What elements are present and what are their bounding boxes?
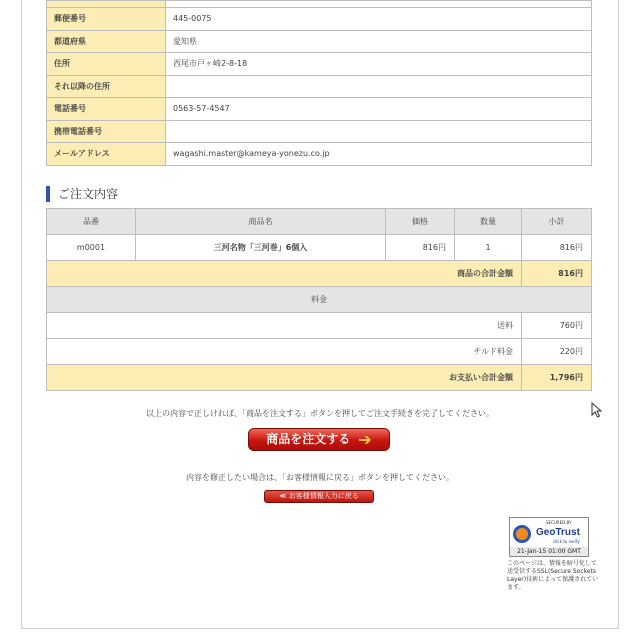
customer-info-table <box>46 0 592 166</box>
order-section-title: ご注文内容 <box>46 186 118 202</box>
product-total-row <box>47 261 592 287</box>
header-code: 品番 <box>47 209 136 235</box>
confirm-message: 以上の内容で正しければ、「商品を注文する」ボタンを押してご注文手続きを完了してください。 <box>146 409 494 418</box>
fees-header: 料金 <box>47 287 592 313</box>
edit-message: 内容を修正したい場合は、「お客様情報に戻る」ボタンを押してください。 <box>186 473 454 482</box>
grand-total-row <box>47 365 592 391</box>
info-label: 住所 <box>47 53 166 76</box>
header-price: 価格 <box>386 209 455 235</box>
grand-total-value: 1,796円 <box>522 365 592 391</box>
item-code: m0001 <box>47 235 136 261</box>
info-label: メールアドレス <box>47 143 166 166</box>
seal-date: 21-Jan-15 01:00 GMT <box>510 547 588 556</box>
info-value <box>166 120 592 143</box>
order-button-label: 商品を注文する <box>266 432 351 446</box>
arrow-right-icon: ➔ <box>358 429 372 449</box>
grand-total-label: お支払い合計金額 <box>47 365 522 391</box>
chilled-row <box>47 339 592 365</box>
item-qty: 1 <box>455 235 522 261</box>
seal-brand: GeoTrust <box>536 527 580 538</box>
info-row-mobile <box>47 120 592 143</box>
chilled-label: チルド料金 <box>47 339 522 365</box>
table-row <box>47 235 592 261</box>
ssl-note: このページは、情報を暗号化して送受信するSSL(Secure Sockets Layer)技術によって保護されています。 <box>507 560 599 591</box>
geotrust-seal[interactable] <box>509 517 589 557</box>
shipping-row <box>47 313 592 339</box>
info-value: 愛知県 <box>166 30 592 53</box>
shipping-label: 送料 <box>47 313 522 339</box>
chilled-value: 220円 <box>522 339 592 365</box>
geotrust-logo-icon <box>513 525 531 543</box>
product-total-value: 816円 <box>522 261 592 287</box>
back-to-customer-info-button[interactable]: ≪ お客様情報入力に戻る <box>264 490 374 503</box>
info-label: 郵便番号 <box>47 8 166 31</box>
info-label: 都道府県 <box>47 30 166 53</box>
info-row-phone <box>47 98 592 121</box>
header-subtotal: 小計 <box>522 209 592 235</box>
info-row-prefecture <box>47 30 592 53</box>
header-name: 商品名 <box>136 209 386 235</box>
info-value: 0563-57-4547 <box>166 98 592 121</box>
info-value <box>166 75 592 98</box>
item-price: 816円 <box>386 235 455 261</box>
info-row-postal <box>47 8 592 31</box>
info-row-address2 <box>47 75 592 98</box>
product-total-label: 商品の合計金額 <box>47 261 522 287</box>
info-value: 445-0075 <box>166 8 592 31</box>
info-row-address <box>47 53 592 76</box>
item-name: 三河名物「三河巻」6個入 <box>136 235 386 261</box>
info-value: 西尾市戸ヶ崎2-8-18 <box>166 53 592 76</box>
info-label: 携帯電話番号 <box>47 120 166 143</box>
order-button[interactable] <box>248 428 390 451</box>
order-table <box>46 208 592 391</box>
header-qty: 数量 <box>455 209 522 235</box>
order-header-row <box>47 209 592 235</box>
shipping-value: 760円 <box>522 313 592 339</box>
info-row-email <box>47 143 592 166</box>
seal-verify: click to verify <box>553 539 580 544</box>
info-label: 電話番号 <box>47 98 166 121</box>
info-value: wagashi.master@kameya-yonezu.co.jp <box>166 143 592 166</box>
seal-secured-by: SECURED BY <box>546 520 572 525</box>
fees-header-row <box>47 287 592 313</box>
info-label: それ以降の住所 <box>47 75 166 98</box>
item-subtotal: 816円 <box>522 235 592 261</box>
mouse-cursor-icon <box>591 402 603 418</box>
